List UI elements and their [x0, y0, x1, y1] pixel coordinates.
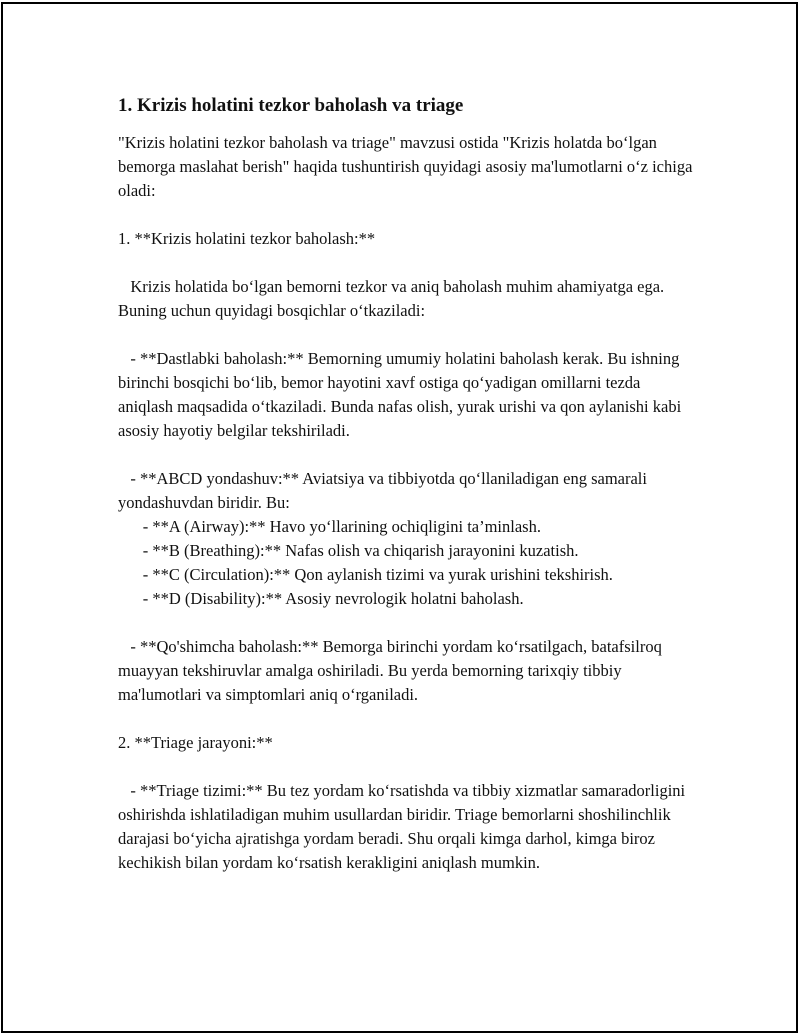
initial-assessment-paragraph: - **Dastlabki baholash:** Bemorning umumiy holatini baholash kerak. Bu ishning birinchi bosqichi bo‘lib, bemor hayotini xavf ostiga qo‘yadigan omillarni tezda aniqlash maqsadida o‘tkaziladi. Bunda nafas olish, yurak urishi va qon aylanishi kabi asosiy hayotiy belgilar tekshiriladi. [118, 349, 686, 440]
additional-assessment-paragraph: - **Qo'shimcha baholash:** Bemorga birinchi yordam ko‘rsatilgach, batafsilroq muayyan tekshiruvlar amalga oshiriladi. Bu yerda bemorning tarixqiy tibbiy ma'lumotlari va simptomlari aniq o‘rganiladi. [118, 637, 666, 704]
abcd-item-a: - **A (Airway):** Havo yo‘llarining ochiqligini ta’minlash. [118, 517, 541, 536]
triage-system-paragraph: - **Triage tizimi:** Bu tez yordam ko‘rsatishda va tibbiy xizmatlar samaradorligini oshirishda ishlatiladigan muhim usullardan biridir. Triage bemorlarni shoshilinchlik darajasi bo‘yicha ajratishga yordam beradi. Shu orqali kimga darhol, kimga biroz kechikish bilan yordam ko‘rsatish kerakligini aniqlash mumkin. [118, 781, 690, 872]
document-content [118, 93, 698, 899]
intro-paragraph: "Krizis holatini tezkor baholash va triage" mavzusi ostida "Krizis holatda bo‘lgan bemorga maslahat berish" haqida tushuntirish quyidagi asosiy ma'lumotlarni o‘z ichiga oladi: [118, 133, 697, 200]
abcd-item-c: - **C (Circulation):** Qon aylanish tizimi va yurak urishini tekshirish. [118, 565, 613, 584]
abcd-item-b: - **B (Breathing):** Nafas olish va chiqarish jarayonini kuzatish. [118, 541, 579, 560]
abcd-intro: - **ABCD yondashuv:** Aviatsiya va tibbiyotda qo‘llaniladigan eng samarali yondashuvdan biridir. Bu: [118, 469, 652, 512]
section-2-title: 2. **Triage jarayoni:** [118, 733, 273, 752]
section-1-title: 1. **Krizis holatini tezkor baholash:** [118, 229, 376, 248]
abcd-item-d: - **D (Disability):** Asosiy nevrologik holatni baholash. [118, 589, 524, 608]
section-1-text: Krizis holatida bo‘lgan bemorni tezkor va aniq baholash muhim ahamiyatga ega. Buning uchun quyidagi bosqichlar o‘tkaziladi: [118, 277, 669, 320]
abcd-block [118, 467, 698, 611]
document-heading: 1. Krizis holatini tezkor baholash va triage [118, 95, 464, 116]
